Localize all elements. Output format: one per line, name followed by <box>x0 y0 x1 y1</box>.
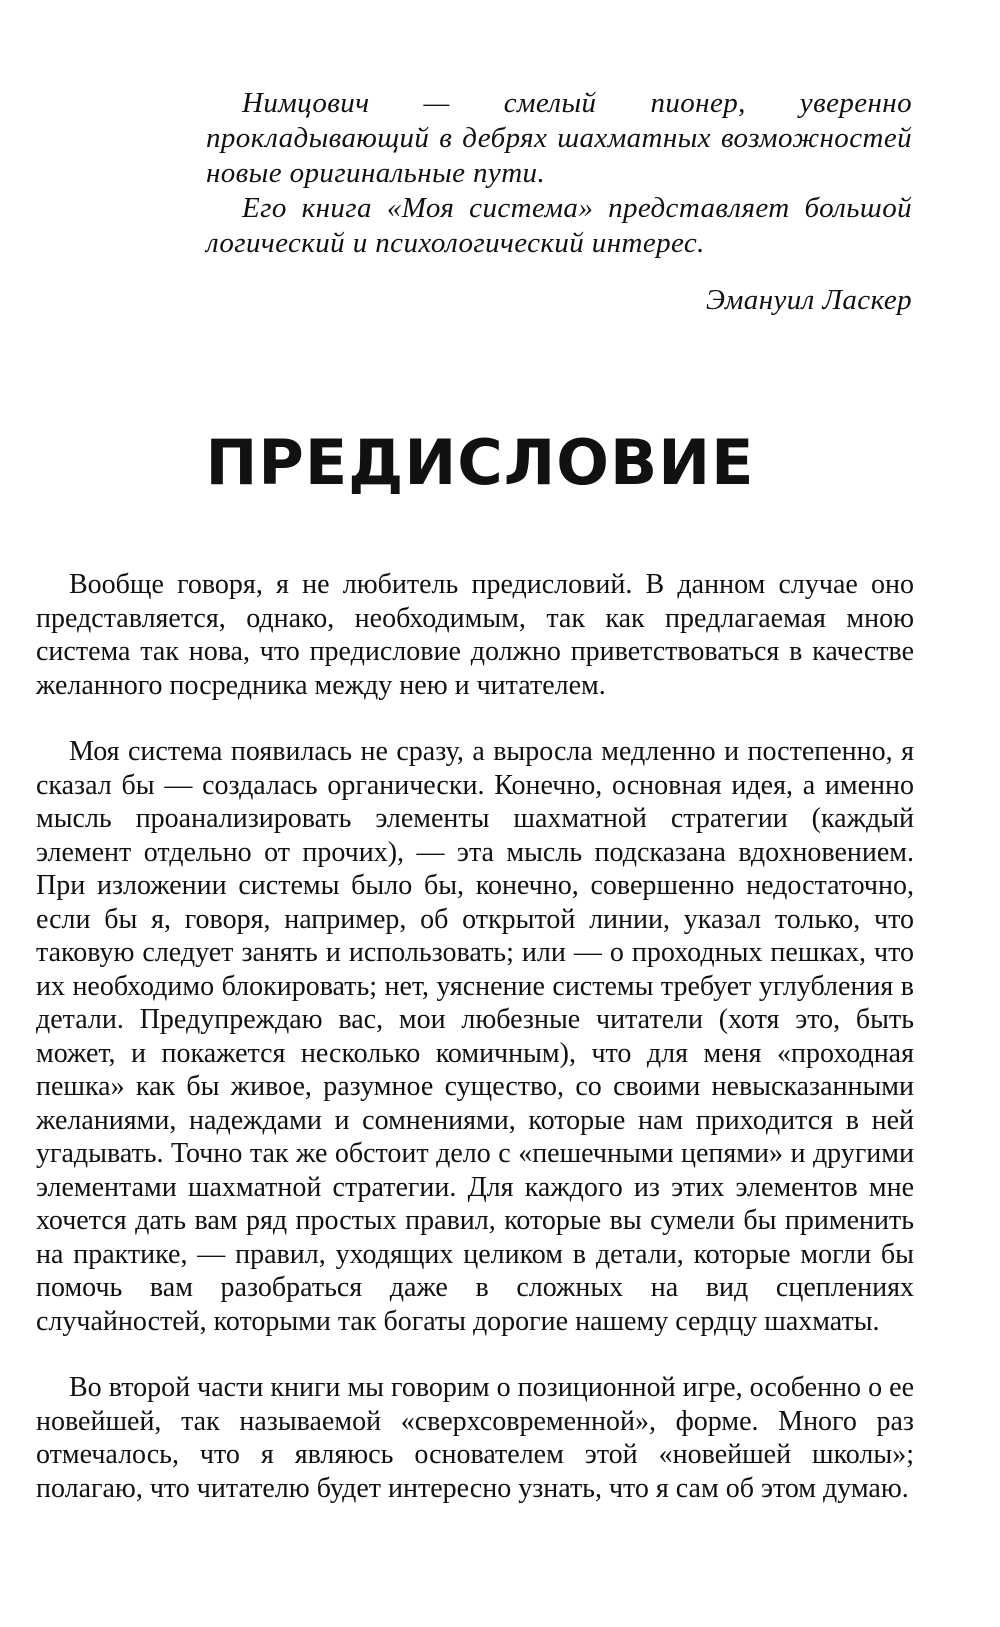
epigraph-paragraph: Нимцович — смелый пионер, уверенно прокладывающий в дебрях шахматных возможностей новые оригинальные пути. <box>206 87 912 189</box>
page-title: ПРЕДИСЛОВИЕ <box>205 426 755 499</box>
body-text <box>36 568 914 1538</box>
body-paragraph: Моя система появилась не сразу, а выросла медленно и постепенно, я сказал бы — создалась органически. Конечно, основная идея, а именно мысль проанализировать элементы шахматной стратегии (каждый элемент отдельно от прочих), — эта мысль подсказана вдохновением. При изложении системы было бы, конечно, совершенно недостаточно, если бы я, говоря, например, об открытой линии, указал только, что таковую следует занять и использовать; или — о проходных пешках, что их необходимо блокировать; нет, уяснение системы требует углубления в детали. Предупреждаю вас, мои любезные читатели (хотя это, быть может, и покажется несколько комичным), что для меня «проходная пешка» как бы живое, разумное существо, со своими невысказанными желаниями, надеждами и сомнениями, которые нам приходится в ней угадывать. Точно так же обстоит дело с «пешечными цепями» и другими элементами шахматной стратегии. Для каждого из этих элементов мне хочется дать вам ряд простых правил, которые вы сумели бы применить на практике, — правил, уходящих целиком в детали, которые могли бы помочь вам разобраться даже в сложных на вид сцеплениях случайностей, которыми так богаты дорогие нашему сердцу шахматы. <box>36 736 914 1337</box>
epigraph-paragraph: Его книга «Моя система» представляет большой логический и психологический интерес. <box>206 192 912 259</box>
body-paragraph: Вообще говоря, я не любитель предисловий. В данном случае оно представляется, однако, необходимым, так как предлагаемая мною система так нова, что предисловие должно приветствоваться в качестве желанного посредника между нею и читателем. <box>36 569 914 701</box>
epigraph <box>206 86 912 318</box>
epigraph-author: Эмануил Ласкер <box>705 284 912 316</box>
body-paragraph: Во второй части книги мы говорим о позиционной игре, особенно о ее новейшей, так называемой «сверхсовременной», форме. Много раз отмечалось, что я являюсь основателем этой «новейшей школы»; полагаю, что читателю будет интересно узнать, что я сам об этом думаю. <box>36 1372 914 1504</box>
